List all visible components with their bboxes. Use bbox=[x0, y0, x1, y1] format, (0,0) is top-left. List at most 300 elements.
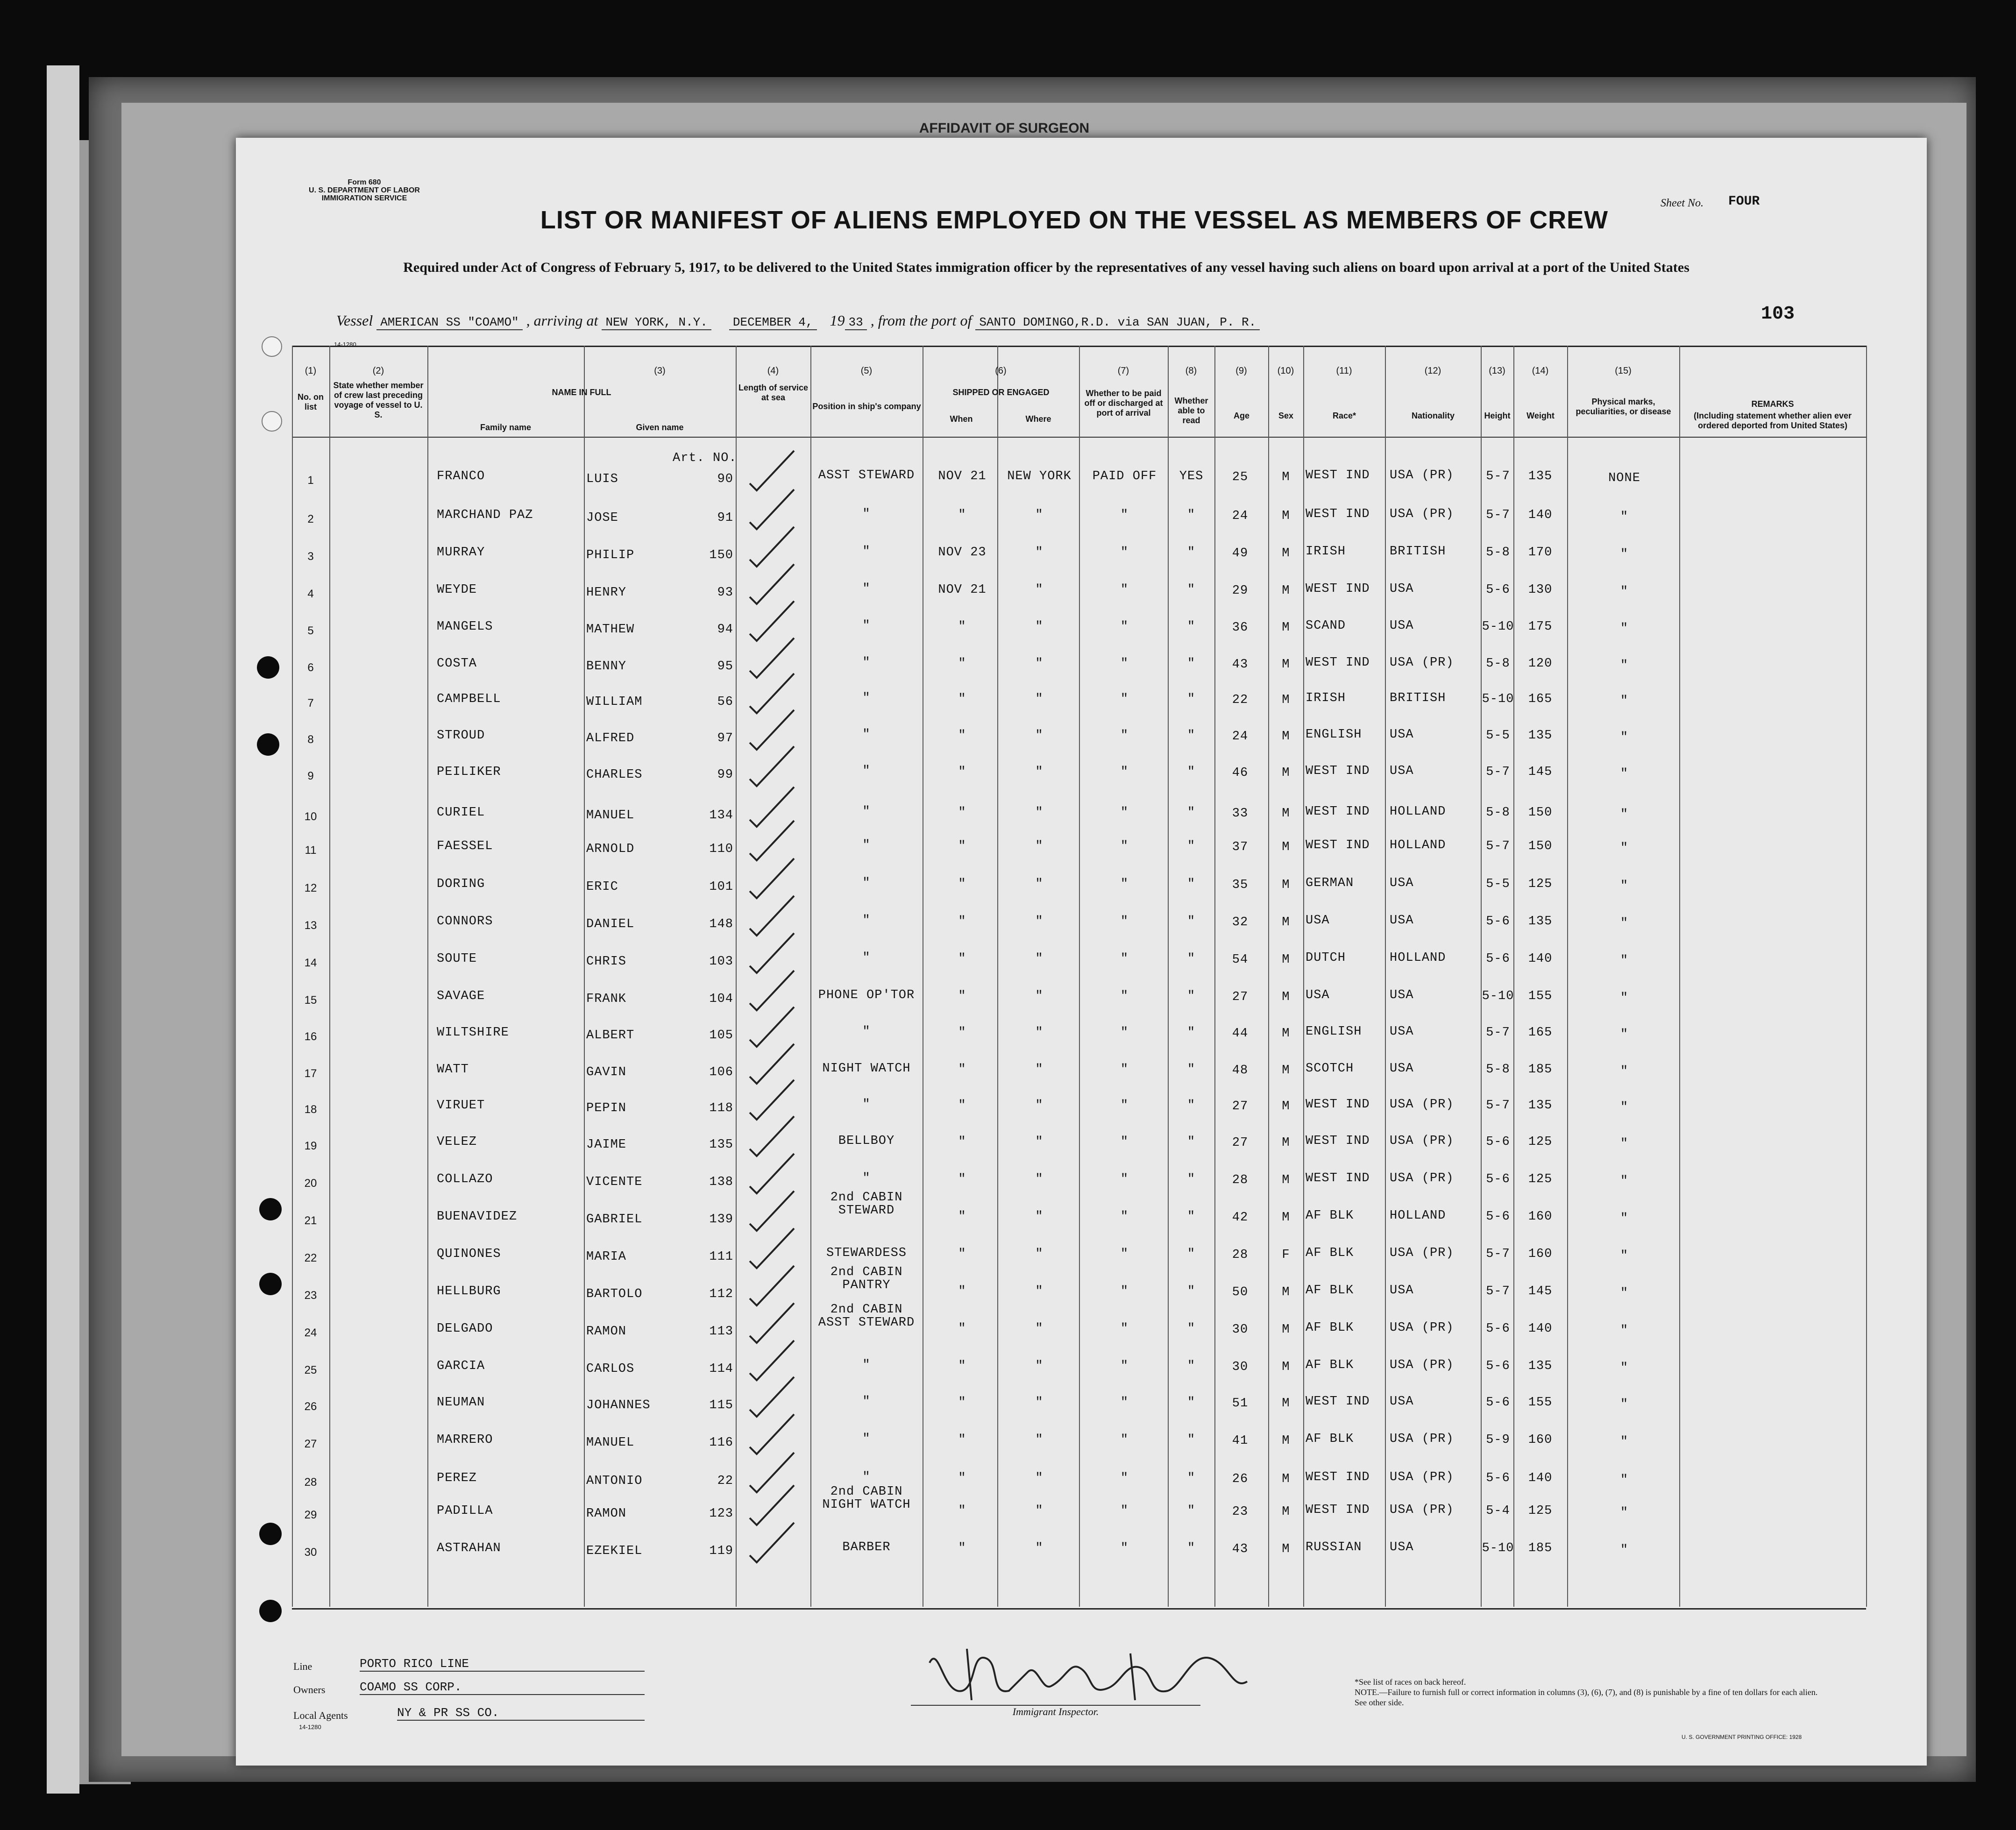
column-number: (9) bbox=[1235, 366, 1247, 376]
position: " bbox=[862, 1432, 871, 1446]
family-name: PEREZ bbox=[437, 1471, 477, 1485]
shipped-when: " bbox=[958, 1322, 966, 1336]
row-number: 1 bbox=[307, 474, 314, 487]
punch-hole bbox=[259, 1600, 282, 1622]
physical-marks: " bbox=[1620, 1174, 1629, 1188]
nationality: USA (PR) bbox=[1390, 1321, 1454, 1335]
art-number: 56 bbox=[717, 695, 733, 709]
position: " bbox=[862, 876, 871, 890]
position: " bbox=[862, 951, 871, 965]
family-name: CURIEL bbox=[437, 806, 485, 820]
weight: 140 bbox=[1528, 508, 1553, 522]
paid-off: " bbox=[1120, 1135, 1129, 1149]
column-number: (12) bbox=[1424, 366, 1441, 376]
family-name: PADILLA bbox=[437, 1504, 493, 1518]
able-to-read: " bbox=[1187, 1284, 1196, 1298]
left-binder-strip bbox=[47, 65, 79, 1794]
weight: 135 bbox=[1528, 1359, 1553, 1373]
height: 5-6 bbox=[1486, 1359, 1510, 1373]
physical-marks: " bbox=[1620, 954, 1629, 968]
art-number: 135 bbox=[709, 1138, 733, 1152]
form-line: Form 680 bbox=[348, 178, 381, 186]
header-race: Race* bbox=[1332, 411, 1356, 420]
paid-off: " bbox=[1120, 729, 1129, 743]
art-number: 115 bbox=[709, 1398, 733, 1412]
shipped-when: " bbox=[958, 1172, 966, 1186]
height: 5-8 bbox=[1486, 657, 1510, 671]
row-number: 9 bbox=[307, 770, 314, 782]
position: " bbox=[862, 545, 871, 559]
race: AF BLK bbox=[1306, 1321, 1354, 1335]
weight: 155 bbox=[1528, 989, 1553, 1003]
able-to-read: " bbox=[1187, 583, 1196, 597]
position: PHONE OP'TOR bbox=[818, 988, 915, 1002]
header-art-no: Art. NO. bbox=[673, 451, 737, 465]
race: AF BLK bbox=[1306, 1432, 1354, 1446]
column-number: (14) bbox=[1532, 366, 1549, 376]
header-no-on-list: No. on list bbox=[298, 392, 324, 411]
height: 5-10 bbox=[1482, 1541, 1514, 1555]
shipped-where: " bbox=[1035, 806, 1043, 820]
height: 5-7 bbox=[1486, 765, 1510, 779]
family-name: VIRUET bbox=[437, 1099, 485, 1113]
paid-off: " bbox=[1120, 583, 1129, 597]
position: " bbox=[862, 1025, 871, 1039]
agents-value: NY & PR SS CO. bbox=[397, 1706, 645, 1721]
weight: 125 bbox=[1528, 1172, 1553, 1186]
row-number: 17 bbox=[304, 1067, 317, 1080]
art-number: 139 bbox=[709, 1213, 733, 1227]
age: 26 bbox=[1232, 1472, 1249, 1486]
weight: 185 bbox=[1528, 1063, 1553, 1077]
sex: M bbox=[1282, 1099, 1290, 1114]
height: 5-8 bbox=[1486, 1063, 1510, 1077]
paid-off: " bbox=[1120, 877, 1129, 891]
shipped-when: " bbox=[958, 1433, 966, 1447]
art-number: 94 bbox=[717, 623, 733, 637]
header-height: Height bbox=[1484, 411, 1511, 420]
weight: 145 bbox=[1528, 765, 1553, 779]
physical-marks: " bbox=[1620, 694, 1629, 708]
weight: 150 bbox=[1528, 806, 1553, 820]
able-to-read: " bbox=[1187, 806, 1196, 820]
physical-marks: " bbox=[1620, 879, 1629, 893]
race: ENGLISH bbox=[1306, 728, 1362, 742]
row-number: 12 bbox=[304, 882, 317, 894]
physical-marks: " bbox=[1620, 1028, 1629, 1042]
art-number: 123 bbox=[709, 1507, 733, 1521]
paid-off: " bbox=[1120, 1433, 1129, 1447]
art-number: 134 bbox=[709, 809, 733, 823]
nationality: BRITISH bbox=[1390, 691, 1446, 705]
page-number: 103 bbox=[1761, 304, 1795, 325]
row-number: 21 bbox=[304, 1214, 317, 1227]
able-to-read: " bbox=[1187, 546, 1196, 560]
weight: 165 bbox=[1528, 1026, 1553, 1040]
given-name: CHRIS bbox=[586, 955, 627, 969]
art-number: 111 bbox=[709, 1250, 733, 1264]
sex: M bbox=[1282, 766, 1290, 780]
race: WEST IND bbox=[1306, 838, 1370, 852]
header-where: Where bbox=[1025, 414, 1051, 424]
paid-off: " bbox=[1120, 839, 1129, 853]
nationality: USA bbox=[1390, 1062, 1414, 1076]
age: 25 bbox=[1232, 470, 1249, 484]
position: 2nd CABIN NIGHT WATCH bbox=[822, 1485, 911, 1512]
column-number: (13) bbox=[1489, 366, 1505, 376]
column-divider bbox=[427, 346, 428, 1607]
age: 29 bbox=[1232, 584, 1249, 598]
shipped-when: " bbox=[958, 839, 966, 853]
race: WEST IND bbox=[1306, 468, 1370, 482]
family-name: GARCIA bbox=[437, 1359, 485, 1373]
age: 27 bbox=[1232, 1136, 1249, 1150]
weight: 175 bbox=[1528, 620, 1553, 634]
shipped-where: " bbox=[1035, 1063, 1043, 1077]
shipped-when: " bbox=[958, 765, 966, 779]
family-name: QUINONES bbox=[437, 1247, 501, 1261]
sex: M bbox=[1282, 1323, 1290, 1337]
age: 28 bbox=[1232, 1173, 1249, 1187]
race: WEST IND bbox=[1306, 582, 1370, 596]
age: 43 bbox=[1232, 658, 1249, 672]
footer-form-code: 14-1280 bbox=[299, 1724, 321, 1731]
given-name: HENRY bbox=[586, 586, 627, 600]
height: 5-6 bbox=[1486, 1471, 1510, 1485]
able-to-read: " bbox=[1187, 1063, 1196, 1077]
shipped-when: " bbox=[958, 729, 966, 743]
sex: M bbox=[1282, 470, 1290, 484]
row-number: 5 bbox=[307, 624, 314, 637]
sex: M bbox=[1282, 953, 1290, 967]
column-divider bbox=[1079, 346, 1080, 1607]
shipped-when: " bbox=[958, 1541, 966, 1555]
race: WEST IND bbox=[1306, 656, 1370, 670]
shipped-when: NOV 23 bbox=[938, 546, 987, 560]
art-number: 91 bbox=[717, 511, 733, 525]
year-suffix: 33 bbox=[845, 315, 867, 330]
header-physical-marks: Physical marks, peculiarities, or disease bbox=[1576, 397, 1671, 416]
able-to-read: " bbox=[1187, 1135, 1196, 1149]
art-number: 101 bbox=[709, 880, 733, 894]
family-name: DORING bbox=[437, 877, 485, 891]
column-number: (1) bbox=[305, 366, 317, 376]
shipped-where: " bbox=[1035, 1099, 1043, 1113]
position: " bbox=[862, 507, 871, 521]
weight: 155 bbox=[1528, 1396, 1553, 1410]
paid-off: " bbox=[1120, 1026, 1129, 1040]
shipped-when: NOV 21 bbox=[938, 469, 987, 483]
able-to-read: YES bbox=[1179, 469, 1204, 483]
row-number: 6 bbox=[307, 661, 314, 674]
nationality: USA (PR) bbox=[1390, 1246, 1454, 1260]
age: 37 bbox=[1232, 840, 1249, 854]
sex: M bbox=[1282, 1360, 1290, 1374]
position: " bbox=[862, 728, 871, 742]
able-to-read: " bbox=[1187, 1359, 1196, 1373]
row-number: 29 bbox=[304, 1509, 317, 1521]
physical-marks: " bbox=[1620, 1137, 1629, 1151]
given-name: WILLIAM bbox=[586, 695, 643, 709]
art-number: 116 bbox=[709, 1436, 733, 1450]
physical-marks: " bbox=[1620, 622, 1629, 636]
punch-hole bbox=[257, 733, 279, 756]
shipped-when: " bbox=[958, 1210, 966, 1224]
able-to-read: " bbox=[1187, 692, 1196, 706]
age: 49 bbox=[1232, 546, 1249, 560]
given-name: JAIME bbox=[586, 1138, 627, 1152]
shipped-when: " bbox=[958, 692, 966, 706]
given-name: VICENTE bbox=[586, 1175, 643, 1189]
row-number: 27 bbox=[304, 1438, 317, 1450]
height: 5-8 bbox=[1486, 806, 1510, 820]
race: IRISH bbox=[1306, 545, 1346, 559]
art-number: 22 bbox=[717, 1474, 733, 1488]
header-shipped-engaged: SHIPPED OR ENGAGED bbox=[952, 388, 1050, 397]
nationality: USA (PR) bbox=[1390, 507, 1454, 521]
art-number: 99 bbox=[717, 768, 733, 782]
given-name: MANUEL bbox=[586, 809, 635, 823]
nationality: USA bbox=[1390, 1284, 1414, 1298]
sex: M bbox=[1282, 1136, 1290, 1150]
position: " bbox=[862, 1395, 871, 1409]
nationality: HOLLAND bbox=[1390, 838, 1446, 852]
row-number: 20 bbox=[304, 1177, 317, 1190]
sex: M bbox=[1282, 1211, 1290, 1225]
family-name: FRANCO bbox=[437, 469, 485, 483]
row-number: 16 bbox=[304, 1030, 317, 1043]
physical-marks: " bbox=[1620, 585, 1629, 599]
art-number: 97 bbox=[717, 731, 733, 745]
age: 28 bbox=[1232, 1248, 1249, 1262]
nationality: USA bbox=[1390, 619, 1414, 633]
row-number: 25 bbox=[304, 1364, 317, 1376]
art-number: 114 bbox=[709, 1362, 733, 1376]
paid-off: " bbox=[1120, 620, 1129, 634]
shipped-where: " bbox=[1035, 692, 1043, 706]
weight: 140 bbox=[1528, 1471, 1553, 1485]
column-number: (10) bbox=[1277, 366, 1294, 376]
age: 24 bbox=[1232, 730, 1249, 744]
header-sex: Sex bbox=[1278, 411, 1294, 420]
paid-off: " bbox=[1120, 952, 1129, 966]
given-name: RAMON bbox=[586, 1507, 627, 1521]
art-number: 106 bbox=[709, 1065, 733, 1079]
able-to-read: " bbox=[1187, 1247, 1196, 1261]
shipped-where: " bbox=[1035, 765, 1043, 779]
able-to-read: " bbox=[1187, 508, 1196, 522]
physical-marks: " bbox=[1620, 1543, 1629, 1557]
column-divider bbox=[1385, 346, 1386, 1607]
race: GERMAN bbox=[1306, 876, 1354, 890]
paid-off: " bbox=[1120, 692, 1129, 706]
shipped-when: " bbox=[958, 620, 966, 634]
race: USA bbox=[1306, 988, 1330, 1002]
family-name: MARCHAND PAZ bbox=[437, 508, 533, 522]
vessel-label: Vessel bbox=[336, 312, 373, 329]
physical-marks: " bbox=[1620, 1324, 1629, 1338]
paid-off: " bbox=[1120, 1284, 1129, 1298]
height: 5-6 bbox=[1486, 1210, 1510, 1224]
header-given-name: Given name bbox=[636, 423, 684, 432]
column-divider bbox=[1481, 346, 1482, 1607]
art-number: 113 bbox=[709, 1325, 733, 1339]
physical-marks: " bbox=[1620, 1506, 1629, 1520]
shipped-where: " bbox=[1035, 1396, 1043, 1410]
height: 5-6 bbox=[1486, 952, 1510, 966]
paid-off: " bbox=[1120, 657, 1129, 671]
shipped-where: " bbox=[1035, 915, 1043, 929]
sex: M bbox=[1282, 1064, 1290, 1078]
form-line: IMMIGRATION SERVICE bbox=[321, 194, 407, 202]
nationality: USA (PR) bbox=[1390, 1134, 1454, 1148]
physical-marks: " bbox=[1620, 767, 1629, 781]
able-to-read: " bbox=[1187, 877, 1196, 891]
given-name: ALFRED bbox=[586, 731, 635, 745]
sheet-number: FOUR bbox=[1728, 194, 1760, 209]
physical-marks: " bbox=[1620, 1286, 1629, 1300]
family-name: MANGELS bbox=[437, 620, 493, 634]
race: USA bbox=[1306, 914, 1330, 928]
given-name: BARTOLO bbox=[586, 1287, 643, 1301]
binder-hole bbox=[262, 336, 282, 357]
column-number: (11) bbox=[1336, 366, 1352, 376]
physical-marks: " bbox=[1620, 1473, 1629, 1487]
art-number: 93 bbox=[717, 586, 733, 600]
position: 2nd CABIN ASST STEWARD bbox=[818, 1303, 915, 1330]
arriving-label: , arriving at bbox=[526, 312, 598, 329]
age: 22 bbox=[1232, 693, 1249, 707]
family-name: HELLBURG bbox=[437, 1284, 501, 1298]
shipped-when: " bbox=[958, 806, 966, 820]
row-number: 3 bbox=[307, 550, 314, 563]
header-weight: Weight bbox=[1526, 411, 1555, 420]
given-name: ALBERT bbox=[586, 1028, 635, 1043]
column-divider bbox=[810, 346, 811, 1607]
sex: M bbox=[1282, 730, 1290, 744]
footer-notes bbox=[1355, 1677, 1822, 1708]
sex: M bbox=[1282, 693, 1290, 707]
column-divider bbox=[736, 346, 737, 1607]
shipped-when: " bbox=[958, 877, 966, 891]
family-name: PEILIKER bbox=[437, 765, 501, 779]
shipped-when: " bbox=[958, 1026, 966, 1040]
race: AF BLK bbox=[1306, 1209, 1354, 1223]
paid-off: " bbox=[1120, 1063, 1129, 1077]
shipped-where: " bbox=[1035, 583, 1043, 597]
owners-value: COAMO SS CORP. bbox=[360, 1680, 645, 1695]
art-number: 90 bbox=[717, 472, 733, 486]
shipped-when: " bbox=[958, 1063, 966, 1077]
paid-off: " bbox=[1120, 1210, 1129, 1224]
sex: M bbox=[1282, 840, 1290, 854]
header-remarks-detail: (Including statement whether alien ever ordered deported from United States) bbox=[1693, 411, 1852, 430]
age: 36 bbox=[1232, 621, 1249, 635]
age: 51 bbox=[1232, 1397, 1249, 1411]
paid-off: " bbox=[1120, 1247, 1129, 1261]
family-name: FAESSEL bbox=[437, 839, 493, 853]
nationality: USA bbox=[1390, 582, 1414, 596]
race-note: *See list of races on back hereof. bbox=[1355, 1677, 1466, 1687]
nationality: USA bbox=[1390, 728, 1414, 742]
physical-marks: " bbox=[1620, 916, 1629, 930]
race: SCOTCH bbox=[1306, 1062, 1354, 1076]
art-number: 150 bbox=[709, 548, 733, 562]
able-to-read: " bbox=[1187, 1099, 1196, 1113]
row-number: 23 bbox=[304, 1289, 317, 1302]
vessel-line bbox=[336, 312, 1260, 329]
height: 5-6 bbox=[1486, 583, 1510, 597]
shipped-where: " bbox=[1035, 1135, 1043, 1149]
shipped-when: " bbox=[958, 1284, 966, 1298]
physical-marks: " bbox=[1620, 1397, 1629, 1412]
inspector-signature bbox=[911, 1635, 1275, 1709]
able-to-read: " bbox=[1187, 915, 1196, 929]
row-number: 13 bbox=[304, 919, 317, 932]
physical-marks: " bbox=[1620, 1212, 1629, 1226]
able-to-read: " bbox=[1187, 657, 1196, 671]
able-to-read: " bbox=[1187, 952, 1196, 966]
nationality: USA (PR) bbox=[1390, 1171, 1454, 1185]
able-to-read: " bbox=[1187, 839, 1196, 853]
header-nationality: Nationality bbox=[1411, 411, 1455, 420]
age: 50 bbox=[1232, 1285, 1249, 1299]
sex: M bbox=[1282, 807, 1290, 821]
paid-off: " bbox=[1120, 546, 1129, 560]
family-name: SOUTE bbox=[437, 952, 477, 966]
weight: 135 bbox=[1528, 1099, 1553, 1113]
physical-marks: " bbox=[1620, 1064, 1629, 1078]
sex: M bbox=[1282, 990, 1290, 1004]
weight: 160 bbox=[1528, 1433, 1553, 1447]
age: 30 bbox=[1232, 1323, 1249, 1337]
race: ENGLISH bbox=[1306, 1025, 1362, 1039]
paid-off: " bbox=[1120, 1541, 1129, 1555]
race: WEST IND bbox=[1306, 1395, 1370, 1409]
sex: M bbox=[1282, 509, 1290, 523]
paid-off: " bbox=[1120, 1396, 1129, 1410]
paid-off: " bbox=[1120, 765, 1129, 779]
column-divider bbox=[1168, 346, 1169, 1607]
weight: 185 bbox=[1528, 1541, 1553, 1555]
shipped-where: " bbox=[1035, 1026, 1043, 1040]
weight: 125 bbox=[1528, 1135, 1553, 1149]
column-divider bbox=[1513, 346, 1514, 1607]
sheet-label: Sheet No. bbox=[1661, 197, 1704, 209]
position: NIGHT WATCH bbox=[822, 1062, 911, 1076]
weight: 170 bbox=[1528, 546, 1553, 560]
given-name: BENNY bbox=[586, 660, 627, 674]
family-name: STROUD bbox=[437, 729, 485, 743]
header-family-name: Family name bbox=[480, 423, 532, 432]
given-name: EZEKIEL bbox=[586, 1544, 643, 1558]
age: 27 bbox=[1232, 1099, 1249, 1114]
row-number: 18 bbox=[304, 1103, 317, 1116]
nationality: USA (PR) bbox=[1390, 656, 1454, 670]
given-name: CARLOS bbox=[586, 1362, 635, 1376]
arrival-port: NEW YORK, N.Y. bbox=[602, 315, 711, 330]
given-name: MARIA bbox=[586, 1250, 627, 1264]
paid-off: " bbox=[1120, 1099, 1129, 1113]
header-last-voyage: State whether member of crew last preceding voyage of vessel to U. S. bbox=[333, 381, 424, 419]
sex: M bbox=[1282, 878, 1290, 892]
height: 5-6 bbox=[1486, 1396, 1510, 1410]
row-number: 22 bbox=[304, 1252, 317, 1264]
punch-hole bbox=[259, 1273, 282, 1295]
physical-marks: " bbox=[1620, 808, 1629, 822]
form-number-block bbox=[280, 178, 448, 202]
age: 46 bbox=[1232, 766, 1249, 780]
